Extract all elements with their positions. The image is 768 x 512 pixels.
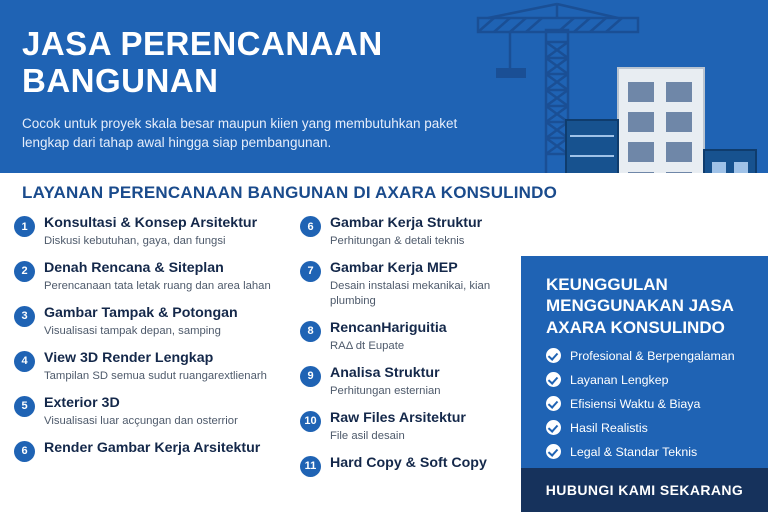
list-item-title: Gambar Kerja MEP	[330, 259, 458, 276]
list-item-number: 2	[14, 261, 35, 282]
check-icon	[546, 396, 561, 411]
list-item-desc: Perhitungan & detali teknis	[330, 235, 465, 248]
advantages-list	[546, 348, 756, 468]
list-item-title: Gambar Kerja Struktur	[330, 215, 483, 231]
header-text-block	[22, 26, 492, 153]
list-item-desc: Diskusi kebutuhan, gaya, dan fungsi	[44, 235, 226, 248]
benefit-item	[546, 420, 756, 435]
list-item	[14, 260, 304, 294]
list-item-number: 6	[14, 441, 35, 462]
list-item-number: 1	[14, 216, 35, 237]
check-icon	[546, 348, 561, 363]
contact-cta-button[interactable]: HUBUNGI KAMI SEKARANG	[521, 468, 768, 512]
check-icon	[546, 420, 561, 435]
list-item-number: 3	[14, 306, 35, 327]
page-title: JASA PERENCANAAN BANGUNAN	[22, 25, 383, 99]
list-item-desc: File asil desain	[330, 429, 405, 442]
header-banner	[0, 0, 768, 173]
list-item-desc: Perhitungan esternian	[330, 384, 441, 397]
list-item-title: Analisa Struktur	[330, 364, 440, 381]
list-item-number: 7	[300, 261, 321, 282]
list-item-number: 6	[300, 216, 321, 237]
list-item-desc: Perencanaan tata letak ruang dan area lahan	[44, 279, 271, 292]
benefit-label: Hasil Realistis	[570, 420, 648, 435]
list-item-title: Gambar Tampak & Potongan	[44, 304, 238, 321]
services-column-right	[300, 215, 530, 488]
list-item-desc: Visualisasi luar acçungan dan osterrior	[44, 414, 238, 427]
section-title: LAYANAN PERENCANAAN BANGUNAN DI AXARA KONSULINDO	[22, 183, 558, 202]
list-item	[300, 410, 530, 444]
benefit-label: Profesional & Berpengalaman	[570, 348, 735, 363]
list-item	[300, 365, 530, 399]
benefit-item	[546, 396, 756, 411]
list-item	[14, 215, 304, 249]
list-item	[14, 305, 304, 339]
list-item	[14, 350, 304, 384]
list-item-title: Render Gambar Kerja Arsitektur	[44, 439, 261, 456]
advantages-panel	[521, 256, 768, 468]
list-item	[300, 215, 530, 249]
list-item-title: Hard Copy & Soft Copy	[330, 454, 487, 471]
page-subtitle: Cocok untuk proyek skala besar maupun kiien yang membutuhkan paket lengkap dari tahap awal hingga siap pembangunan.	[22, 115, 458, 151]
list-item	[14, 440, 304, 462]
construction-crane-building-illustration	[468, 0, 768, 173]
list-item-title: RencanHariguitia	[330, 319, 447, 336]
list-item-number: 9	[300, 366, 321, 387]
list-item-title: View 3D Render Lengkap	[44, 349, 214, 366]
list-item-desc: Desain instalasi mekanikai, kian plumbing	[330, 279, 491, 307]
benefit-item	[546, 348, 756, 363]
benefit-label: Layanan Lengkep	[570, 372, 669, 387]
list-item-desc: RAΔ dt Eupate	[330, 339, 405, 352]
list-item-title: Exterior 3D	[44, 394, 120, 411]
services-column-left	[14, 215, 304, 473]
list-item	[300, 320, 530, 354]
list-item	[300, 455, 530, 477]
list-item-title: Konsultasi & Konsep Arsitektur	[44, 215, 258, 231]
list-item	[300, 260, 530, 309]
benefit-label: Legal & Standar Teknis	[570, 444, 698, 459]
list-item-number: 8	[300, 321, 321, 342]
benefit-item	[546, 372, 756, 387]
list-item-number: 10	[300, 411, 321, 432]
list-item-title: Raw Files Arsitektur	[330, 409, 466, 426]
list-item	[14, 395, 304, 429]
list-item-number: 5	[14, 396, 35, 417]
list-item-number: 11	[300, 456, 321, 477]
benefit-item	[546, 444, 756, 459]
check-icon	[546, 372, 561, 387]
list-item-desc: Visualisasi tampak depan, samping	[44, 324, 221, 337]
check-icon	[546, 444, 561, 459]
list-item-title: Denah Rencana & Siteplan	[44, 259, 224, 276]
benefit-label: Efisiensi Waktu & Biaya	[570, 396, 701, 411]
list-item-desc: Tampilan SD semua sudut ruangarextlienarh	[44, 369, 267, 382]
advantages-title: KEUNGGULAN MENGGUNAKAN JASA AXARA KONSULINDO	[546, 275, 734, 337]
list-item-number: 4	[14, 351, 35, 372]
